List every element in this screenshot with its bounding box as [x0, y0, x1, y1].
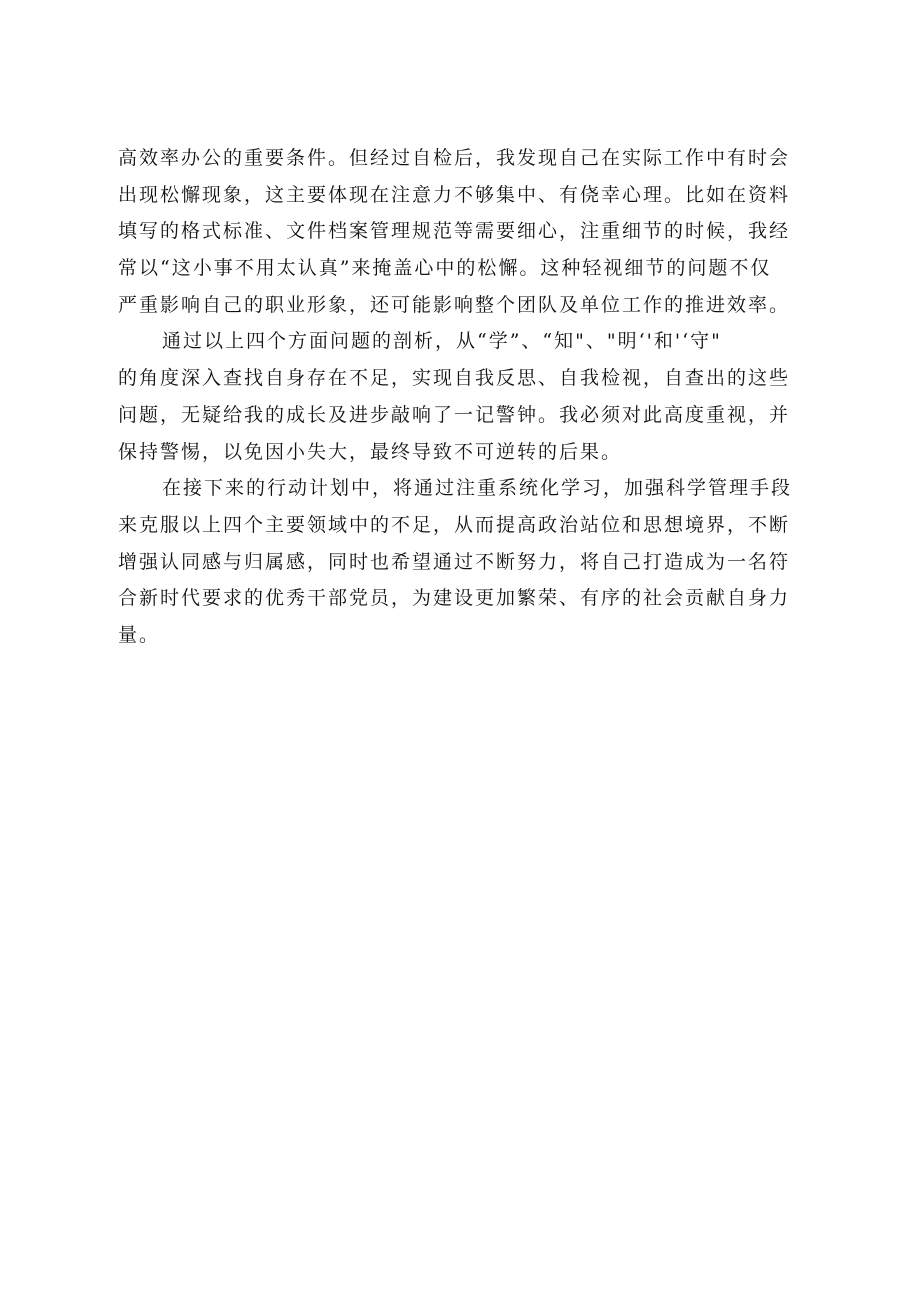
paragraph-2	[118, 323, 808, 470]
text-line: 通过以上四个方面问题的剖析，从“学”、“知"、"明‘'和'‘守"	[162, 330, 722, 353]
text-line: 常以“这小事不用太认真”来掩盖心中的松懈。这种轻视细节的问题不仅	[118, 257, 772, 280]
text-line: 在接下来的行动计划中，将通过注重系统化学习，加强科学管理手段	[162, 477, 793, 500]
text-line: 的角度深入查找自身存在不足，实现自我反思、自我检视，自查出的这些	[118, 367, 791, 390]
text-line: 保持警惕，以免因小失大，最终导致不可逆转的后果。	[118, 440, 623, 463]
paragraph-3	[118, 470, 808, 653]
text-line: 填写的格式标准、文件档案管理规范等需要细心，注重细节的时候，我经	[118, 220, 791, 243]
text-line: 出现松懈现象，这主要体现在注意力不够集中、有侥幸心理。比如在资料	[118, 183, 791, 206]
text-line: 问题，无疑给我的成长及进步敲响了一记警钟。我必须对此高度重视，并	[118, 403, 791, 426]
text-line: 高效率办公的重要条件。但经过自检后，我发现自己在实际工作中有时会	[118, 147, 791, 169]
text-line: 合新时代要求的优秀干部党员，为建设更加繁荣、有序的社会贡献自身力	[118, 587, 791, 610]
text-line: 严重影响自己的职业形象，还可能影响整个团队及单位工作的推进效率。	[118, 293, 791, 316]
text-line: 量。	[118, 623, 161, 646]
text-line: 来克服以上四个主要领域中的不足，从而提高政治站位和思想境界，不断	[118, 513, 791, 536]
document-body	[118, 140, 808, 654]
paragraph-1	[118, 140, 808, 323]
text-line: 增强认同感与归属感，同时也希望通过不断努力，将自己打造成为一名符	[118, 550, 791, 573]
